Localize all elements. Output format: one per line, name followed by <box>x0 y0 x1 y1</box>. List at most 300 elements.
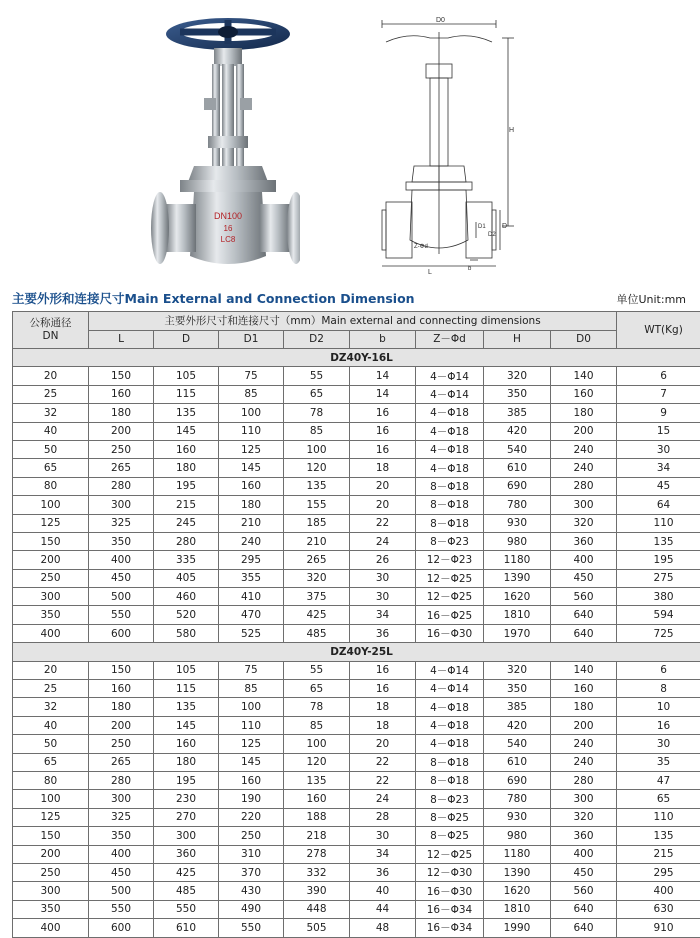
table-cell: 450 <box>89 863 154 881</box>
table-cell: 360 <box>551 532 617 550</box>
table-row <box>13 459 700 477</box>
table-cell: 180 <box>154 753 219 771</box>
table-cell: 780 <box>484 496 551 514</box>
table-cell: 640 <box>551 900 617 918</box>
table-cell: 200 <box>89 422 154 440</box>
table-cell: 450 <box>89 569 154 587</box>
valve-dimension-drawing <box>378 14 528 276</box>
table-cell: 125 <box>219 440 284 458</box>
table-cell: 270 <box>154 808 219 826</box>
table-cell: 8－Φ25 <box>416 808 484 826</box>
table-cell: 135 <box>154 698 219 716</box>
table-row <box>13 900 700 918</box>
label-d2: D2 <box>488 232 496 238</box>
table-cell: 200 <box>551 422 617 440</box>
table-cell: 600 <box>89 919 154 937</box>
table-cell: 4－Φ18 <box>416 404 484 422</box>
table-cell: 350 <box>89 827 154 845</box>
table-cell: 110 <box>219 422 284 440</box>
table-cell: 300 <box>551 496 617 514</box>
table-cell: 980 <box>484 827 551 845</box>
table-cell: 300 <box>13 882 89 900</box>
table-cell: 20 <box>350 496 416 514</box>
table-cell: 4－Φ18 <box>416 735 484 753</box>
table-cell: 275 <box>617 569 700 587</box>
table-cell: 12－Φ30 <box>416 863 484 881</box>
table-cell: 28 <box>350 808 416 826</box>
table-cell: 100 <box>219 404 284 422</box>
table-cell: 7 <box>617 385 700 403</box>
table-cell: 360 <box>154 845 219 863</box>
table-cell: 500 <box>89 588 154 606</box>
table-row <box>13 882 700 900</box>
table-cell: 45 <box>617 477 700 495</box>
table-cell: 350 <box>484 680 551 698</box>
table-cell: 9 <box>617 404 700 422</box>
table-cell: 560 <box>551 588 617 606</box>
table-cell: 1810 <box>484 606 551 624</box>
nameplate-line1: DN100 <box>214 211 242 221</box>
dn-header-en: DN <box>13 330 88 343</box>
table-cell: 65 <box>13 753 89 771</box>
table-row <box>13 404 700 422</box>
table-cell: 145 <box>219 459 284 477</box>
table-cell: 145 <box>154 422 219 440</box>
table-cell: 400 <box>551 551 617 569</box>
table-cell: 30 <box>350 588 416 606</box>
table-cell: 150 <box>89 367 154 385</box>
table-cell: 420 <box>484 422 551 440</box>
table-cell: 265 <box>89 753 154 771</box>
table-cell: 580 <box>154 624 219 642</box>
table-cell: 320 <box>551 514 617 532</box>
table-cell: 140 <box>551 661 617 679</box>
table-cell: 1620 <box>484 882 551 900</box>
table-cell: 25 <box>13 680 89 698</box>
table-row <box>13 588 700 606</box>
table-cell: 4－Φ18 <box>416 698 484 716</box>
main-header: 主要外形尺寸和连接尺寸（mm）Main external and connecting dimensions <box>89 312 617 331</box>
table-cell: 610 <box>484 459 551 477</box>
table-cell: 48 <box>350 919 416 937</box>
table-cell: 360 <box>551 827 617 845</box>
table-cell: 155 <box>284 496 350 514</box>
table-cell: 20 <box>13 367 89 385</box>
table-cell: 200 <box>13 845 89 863</box>
table-cell: 980 <box>484 532 551 550</box>
table-cell: 370 <box>219 863 284 881</box>
table-cell: 325 <box>89 514 154 532</box>
table-cell: 18 <box>350 716 416 734</box>
col-header: Z－Φd <box>416 331 484 349</box>
table-cell: 690 <box>484 771 551 789</box>
wt-header: WT(Kg) <box>617 312 700 349</box>
table-cell: 4－Φ14 <box>416 385 484 403</box>
table-cell: 100 <box>219 698 284 716</box>
table-cell: 55 <box>284 661 350 679</box>
table-cell: 4－Φ14 <box>416 661 484 679</box>
table-cell: 160 <box>551 385 617 403</box>
table-cell: 12－Φ25 <box>416 845 484 863</box>
table-cell: 185 <box>284 514 350 532</box>
table-cell: 610 <box>484 753 551 771</box>
table-cell: 160 <box>551 680 617 698</box>
table-cell: 75 <box>219 367 284 385</box>
table-cell: 24 <box>350 790 416 808</box>
table-cell: 550 <box>89 606 154 624</box>
table-cell: 8－Φ18 <box>416 514 484 532</box>
table-cell: 125 <box>13 808 89 826</box>
nameplate-line2: 16 <box>224 224 233 233</box>
table-cell: 245 <box>154 514 219 532</box>
table-row <box>13 385 700 403</box>
table-cell: 550 <box>219 919 284 937</box>
table-row <box>13 606 700 624</box>
table-row <box>13 698 700 716</box>
table-cell: 1180 <box>484 551 551 569</box>
table-cell: 160 <box>89 385 154 403</box>
table-cell: 200 <box>551 716 617 734</box>
table-cell: 160 <box>154 735 219 753</box>
table-cell: 34 <box>350 845 416 863</box>
table-cell: 390 <box>284 882 350 900</box>
table-cell: 100 <box>13 496 89 514</box>
table-cell: 160 <box>89 680 154 698</box>
table-cell: 215 <box>154 496 219 514</box>
table-cell: 420 <box>484 716 551 734</box>
table-cell: 640 <box>551 919 617 937</box>
table-cell: 550 <box>154 900 219 918</box>
table-cell: 930 <box>484 514 551 532</box>
table-cell: 470 <box>219 606 284 624</box>
table-cell: 630 <box>617 900 700 918</box>
table-cell: 25 <box>13 385 89 403</box>
table-cell: 4－Φ18 <box>416 716 484 734</box>
table-cell: 160 <box>154 440 219 458</box>
table-cell: 36 <box>350 863 416 881</box>
table-cell: 485 <box>154 882 219 900</box>
table-row <box>13 716 700 734</box>
table-cell: 24 <box>350 532 416 550</box>
table-cell: 140 <box>551 367 617 385</box>
table-cell: 400 <box>617 882 700 900</box>
table-row <box>13 919 700 937</box>
col-header: D1 <box>219 331 284 349</box>
table-row <box>13 440 700 458</box>
table-cell: 22 <box>350 771 416 789</box>
dn-header-cn: 公称通径 <box>13 317 88 330</box>
table-cell: 300 <box>89 790 154 808</box>
table-cell: 30 <box>617 735 700 753</box>
table-cell: 280 <box>551 477 617 495</box>
table-cell: 295 <box>617 863 700 881</box>
table-cell: 195 <box>154 771 219 789</box>
table-cell: 320 <box>551 808 617 826</box>
table-cell: 1970 <box>484 624 551 642</box>
table-cell: 540 <box>484 440 551 458</box>
table-cell: 195 <box>154 477 219 495</box>
table-cell: 240 <box>551 753 617 771</box>
table-cell: 400 <box>89 845 154 863</box>
label-h: H <box>509 127 514 134</box>
table-cell: 278 <box>284 845 350 863</box>
table-cell: 280 <box>154 532 219 550</box>
label-d: D <box>502 223 507 230</box>
table-cell: 4－Φ14 <box>416 680 484 698</box>
table-cell: 400 <box>551 845 617 863</box>
table-cell: 6 <box>617 661 700 679</box>
table-cell: 110 <box>219 716 284 734</box>
table-cell: 16 <box>350 404 416 422</box>
table-cell: 410 <box>219 588 284 606</box>
table-cell: 200 <box>89 716 154 734</box>
table-row <box>13 477 700 495</box>
table-title: 主要外形和连接尺寸Main External and Connection Dimension <box>12 289 415 307</box>
table-cell: 14 <box>350 367 416 385</box>
table-cell: 145 <box>219 753 284 771</box>
table-cell: 250 <box>13 569 89 587</box>
table-cell: 460 <box>154 588 219 606</box>
table-cell: 16 <box>617 716 700 734</box>
table-cell: 215 <box>617 845 700 863</box>
table-cell: 16－Φ34 <box>416 900 484 918</box>
table-cell: 355 <box>219 569 284 587</box>
dn-header <box>13 312 89 349</box>
section-row <box>13 349 700 367</box>
table-cell: 65 <box>284 680 350 698</box>
table-cell: 1390 <box>484 569 551 587</box>
table-cell: 8－Φ18 <box>416 753 484 771</box>
table-cell: 450 <box>551 569 617 587</box>
table-row <box>13 422 700 440</box>
table-cell: 55 <box>284 367 350 385</box>
table-cell: 14 <box>350 385 416 403</box>
table-cell: 8 <box>617 680 700 698</box>
table-cell: 12－Φ23 <box>416 551 484 569</box>
table-cell: 640 <box>551 624 617 642</box>
label-l: L <box>428 269 432 276</box>
label-d0: D0 <box>436 17 445 24</box>
table-cell: 12－Φ25 <box>416 588 484 606</box>
table-cell: 150 <box>13 827 89 845</box>
table-cell: 320 <box>484 661 551 679</box>
unit-label: 单位Unit:mm <box>616 291 686 307</box>
table-row <box>13 863 700 881</box>
table-cell: 16－Φ30 <box>416 624 484 642</box>
nameplate-line3: LC8 <box>221 235 236 244</box>
col-header: H <box>484 331 551 349</box>
table-cell: 190 <box>219 790 284 808</box>
table-cell: 32 <box>13 404 89 422</box>
table-cell: 525 <box>219 624 284 642</box>
col-header: b <box>350 331 416 349</box>
table-cell: 180 <box>154 459 219 477</box>
table-cell: 64 <box>617 496 700 514</box>
table-cell: 1990 <box>484 919 551 937</box>
table-cell: 120 <box>284 459 350 477</box>
table-cell: 280 <box>551 771 617 789</box>
table-cell: 8－Φ23 <box>416 790 484 808</box>
table-cell: 65 <box>617 790 700 808</box>
table-cell: 295 <box>219 551 284 569</box>
table-cell: 350 <box>89 532 154 550</box>
table-cell: 300 <box>154 827 219 845</box>
col-header: D2 <box>284 331 350 349</box>
table-cell: 135 <box>154 404 219 422</box>
table-cell: 10 <box>617 698 700 716</box>
table-cell: 300 <box>13 588 89 606</box>
table-cell: 4－Φ18 <box>416 422 484 440</box>
table-cell: 75 <box>219 661 284 679</box>
table-cell: 65 <box>284 385 350 403</box>
table-cell: 520 <box>154 606 219 624</box>
table-cell: 250 <box>219 827 284 845</box>
table-cell: 15 <box>617 422 700 440</box>
table-cell: 430 <box>219 882 284 900</box>
table-cell: 405 <box>154 569 219 587</box>
table-cell: 30 <box>350 827 416 845</box>
table-cell: 20 <box>350 735 416 753</box>
table-cell: 30 <box>350 569 416 587</box>
table-cell: 910 <box>617 919 700 937</box>
table-cell: 8－Φ18 <box>416 477 484 495</box>
dimension-table <box>12 311 700 938</box>
table-cell: 135 <box>617 827 700 845</box>
table-cell: 110 <box>617 514 700 532</box>
table-cell: 6 <box>617 367 700 385</box>
table-cell: 44 <box>350 900 416 918</box>
table-cell: 20 <box>13 661 89 679</box>
table-cell: 34 <box>350 606 416 624</box>
table-cell: 85 <box>219 385 284 403</box>
table-cell: 16 <box>350 680 416 698</box>
table-cell: 505 <box>284 919 350 937</box>
table-cell: 375 <box>284 588 350 606</box>
table-cell: 320 <box>284 569 350 587</box>
table-cell: 105 <box>154 367 219 385</box>
table-cell: 16－Φ34 <box>416 919 484 937</box>
table-cell: 8－Φ23 <box>416 532 484 550</box>
table-cell: 200 <box>13 551 89 569</box>
section-title: DZ40Y-16L <box>13 349 700 367</box>
table-cell: 220 <box>219 808 284 826</box>
table-cell: 400 <box>89 551 154 569</box>
table-cell: 500 <box>89 882 154 900</box>
section-title: DZ40Y-25L <box>13 643 700 661</box>
table-body <box>13 349 700 938</box>
table-cell: 332 <box>284 863 350 881</box>
table-cell: 250 <box>89 735 154 753</box>
table-row <box>13 514 700 532</box>
table-cell: 250 <box>89 440 154 458</box>
table-cell: 640 <box>551 606 617 624</box>
table-cell: 135 <box>284 771 350 789</box>
label-z: Z-Φd <box>414 244 428 250</box>
table-cell: 180 <box>551 698 617 716</box>
table-cell: 115 <box>154 680 219 698</box>
table-cell: 1390 <box>484 863 551 881</box>
table-cell: 80 <box>13 771 89 789</box>
table-cell: 425 <box>154 863 219 881</box>
table-cell: 125 <box>13 514 89 532</box>
table-cell: 160 <box>219 771 284 789</box>
table-cell: 135 <box>617 532 700 550</box>
table-cell: 350 <box>13 606 89 624</box>
table-cell: 78 <box>284 404 350 422</box>
table-cell: 26 <box>350 551 416 569</box>
table-cell: 380 <box>617 588 700 606</box>
table-cell: 350 <box>13 900 89 918</box>
table-cell: 550 <box>89 900 154 918</box>
table-cell: 125 <box>219 735 284 753</box>
table-cell: 22 <box>350 753 416 771</box>
table-row <box>13 532 700 550</box>
table-row <box>13 680 700 698</box>
table-cell: 400 <box>13 624 89 642</box>
table-cell: 540 <box>484 735 551 753</box>
table-cell: 1810 <box>484 900 551 918</box>
table-cell: 210 <box>219 514 284 532</box>
table-cell: 485 <box>284 624 350 642</box>
table-cell: 150 <box>89 661 154 679</box>
table-cell: 265 <box>284 551 350 569</box>
table-cell: 16－Φ30 <box>416 882 484 900</box>
table-cell: 725 <box>617 624 700 642</box>
table-cell: 80 <box>13 477 89 495</box>
table-cell: 32 <box>13 698 89 716</box>
table-cell: 240 <box>551 735 617 753</box>
title-row <box>12 289 690 307</box>
table-cell: 78 <box>284 698 350 716</box>
table-cell: 16 <box>350 661 416 679</box>
table-cell: 490 <box>219 900 284 918</box>
table-cell: 100 <box>284 440 350 458</box>
table-cell: 8－Φ18 <box>416 496 484 514</box>
table-cell: 240 <box>219 532 284 550</box>
table-cell: 40 <box>350 882 416 900</box>
table-cell: 300 <box>89 496 154 514</box>
table-row <box>13 569 700 587</box>
table-cell: 188 <box>284 808 350 826</box>
table-row <box>13 845 700 863</box>
table-cell: 230 <box>154 790 219 808</box>
table-cell: 240 <box>551 459 617 477</box>
table-cell: 180 <box>89 404 154 422</box>
table-cell: 135 <box>284 477 350 495</box>
label-d1: D1 <box>478 224 486 230</box>
table-cell: 100 <box>13 790 89 808</box>
table-row <box>13 827 700 845</box>
table-cell: 40 <box>13 716 89 734</box>
table-row <box>13 624 700 642</box>
col-header: D0 <box>551 331 617 349</box>
table-cell: 610 <box>154 919 219 937</box>
table-row <box>13 771 700 789</box>
table-cell: 600 <box>89 624 154 642</box>
table-cell: 4－Φ18 <box>416 459 484 477</box>
table-cell: 930 <box>484 808 551 826</box>
table-cell: 425 <box>284 606 350 624</box>
table-row <box>13 790 700 808</box>
table-row <box>13 808 700 826</box>
table-cell: 50 <box>13 735 89 753</box>
col-header: D <box>154 331 219 349</box>
table-cell: 30 <box>617 440 700 458</box>
table-row <box>13 496 700 514</box>
table-cell: 280 <box>89 771 154 789</box>
table-row <box>13 661 700 679</box>
table-cell: 120 <box>284 753 350 771</box>
